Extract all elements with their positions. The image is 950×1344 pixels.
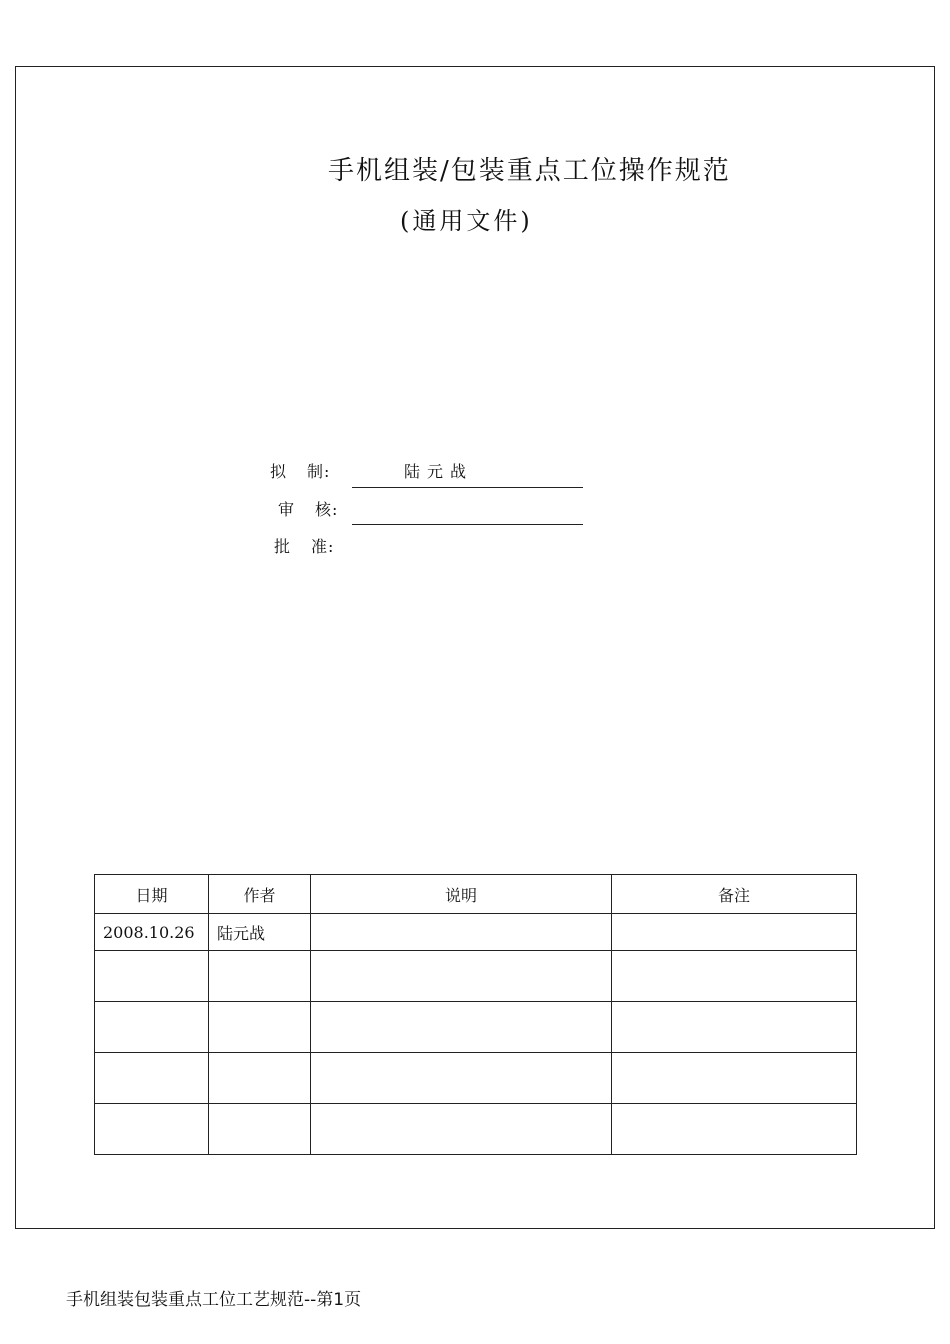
drafted-label-char: 拟 (270, 462, 288, 481)
table-cell (612, 1104, 857, 1155)
column-header-remarks: 备注 (612, 875, 857, 914)
page-footer: 手机组装包装重点工位工艺规范--第1页 (66, 1290, 362, 1310)
drafted-label (270, 459, 330, 482)
reviewed-label-char: 核: (315, 500, 339, 519)
revision-table (94, 874, 857, 1155)
drafted-label-char: 制: (307, 462, 331, 481)
reviewed-label (278, 497, 338, 520)
document-subtitle: (通用文件) (400, 207, 533, 235)
table-cell (311, 951, 612, 1002)
column-header-author: 作者 (209, 875, 311, 914)
table-cell (209, 1053, 311, 1104)
column-header-date: 日期 (95, 875, 209, 914)
table-cell (209, 951, 311, 1002)
table-cell (95, 1104, 209, 1155)
table-cell: 2008.10.26 (95, 914, 209, 951)
table-cell (311, 1104, 612, 1155)
table-header-row (95, 875, 857, 914)
table-cell (209, 1104, 311, 1155)
table-cell (612, 951, 857, 1002)
approved-label-char: 批 (274, 537, 292, 556)
approved-label-char: 准: (311, 537, 335, 556)
table-cell (209, 1002, 311, 1053)
reviewed-signature-line (352, 524, 583, 525)
table-row (95, 1002, 857, 1053)
table-row (95, 914, 857, 951)
table-cell (95, 1002, 209, 1053)
table-cell (311, 1053, 612, 1104)
drafted-value: 陆元战 (404, 462, 474, 481)
column-header-description: 说明 (311, 875, 612, 914)
document-title: 手机组装/包装重点工位操作规范 (328, 156, 731, 186)
table-cell (311, 914, 612, 951)
table-cell (95, 951, 209, 1002)
table-cell (311, 1002, 612, 1053)
table-cell (612, 914, 857, 951)
table-cell (612, 1002, 857, 1053)
table-row (95, 951, 857, 1002)
approved-label (274, 534, 334, 557)
table-cell (95, 1053, 209, 1104)
table-cell (612, 1053, 857, 1104)
table-cell: 陆元战 (209, 914, 311, 951)
table-row (95, 1053, 857, 1104)
table-row (95, 1104, 857, 1155)
reviewed-label-char: 审 (278, 500, 296, 519)
drafted-signature-line (352, 487, 583, 488)
